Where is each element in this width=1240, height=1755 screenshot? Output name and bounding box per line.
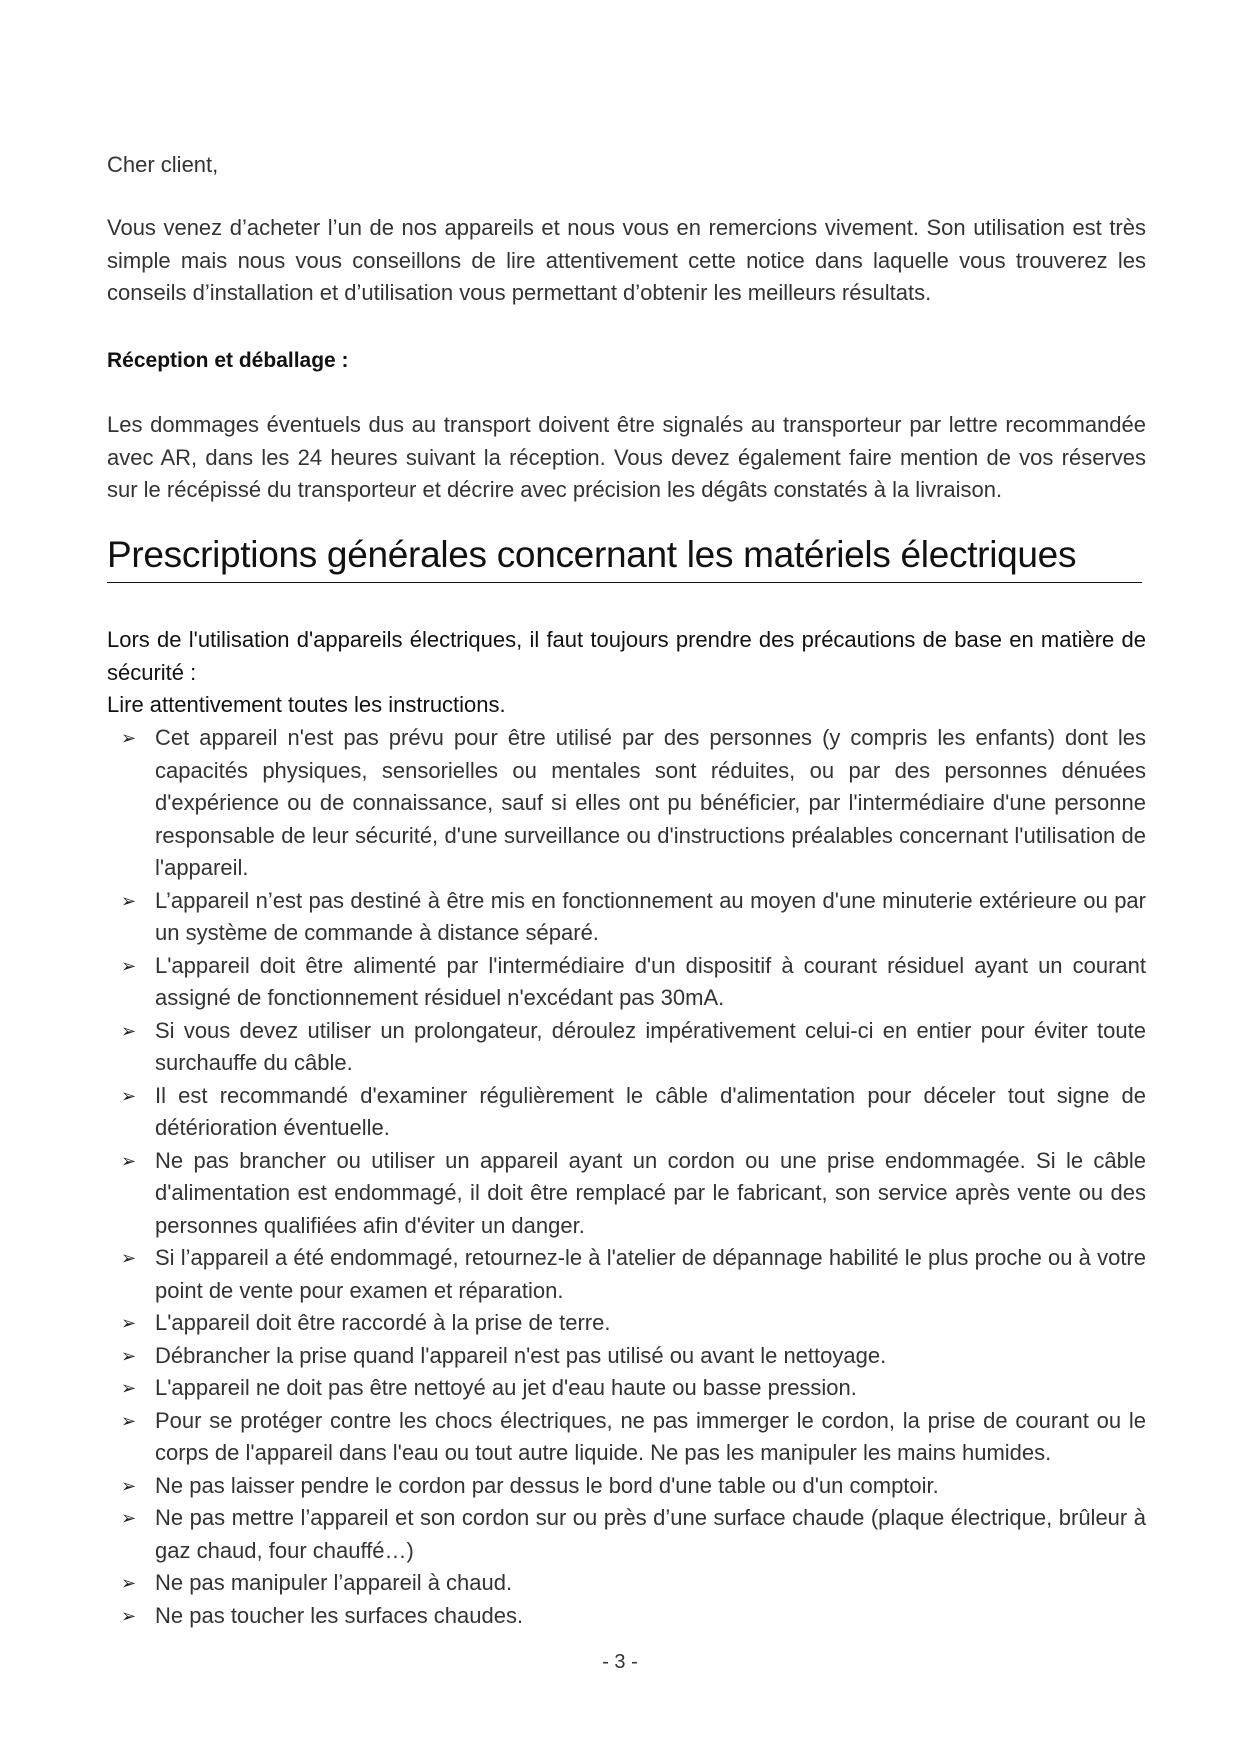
safety-bullet-text: Ne pas toucher les surfaces chaudes. — [155, 1602, 524, 1628]
arrow-bullet-icon: ➢ — [121, 1150, 137, 1171]
arrow-bullet-icon: ➢ — [121, 1508, 137, 1528]
safety-bullet-text: Si l’appareil a été endommagé, retournez-le à l'atelier de dépannage habilité le plus proche ou à votre point de vente pour examen et réparation. — [155, 1245, 1146, 1303]
safety-bullet-item — [107, 1015, 1146, 1080]
safety-bullet-text: Pour se protéger contre les chocs électriques, ne pas immerger le cordon, la prise de courant ou le corps de l'appareil dans l'eau ou tout autre liquide. Ne pas les manipuler les mains humides. — [155, 1407, 1146, 1465]
reception-heading: Réception et déballage : — [107, 349, 349, 372]
safety-bullet-text: L'appareil ne doit pas être nettoyé au jet d'eau haute ou basse pression. — [155, 1375, 857, 1400]
safety-bullet-item — [107, 1145, 1146, 1243]
reception-paragraph: Les dommages éventuels dus au transport doivent être signalés au transporteur par lettre recommandée avec AR, dans les 24 heures suivant la réception. Vous devez également faire mention de vos réserves sur le récépissé du transporteur et décrire avec précision les dégâts constatés à la livraison. — [107, 412, 1146, 502]
arrow-bullet-icon: ➢ — [121, 1605, 137, 1626]
safety-bullet-text: Cet appareil n'est pas prévu pour être utilisé par des personnes (y compris les enfants) dont les capacités physiques, sensorielles ou mentales sont réduites, ou par des personnes dénuées d'expérience ou de connaissance, sauf si elles ont pu bénéficier, par l'intermédiaire d'une personne responsable de leur sécurité, d'une surveillance ou d'instructions préalables concernant l'utilisation de l'appareil. — [155, 725, 1146, 880]
prescriptions-heading: Prescriptions générales concernant les matériels électriques — [107, 530, 1142, 583]
arrow-bullet-icon: ➢ — [121, 728, 137, 748]
safety-bullet-item — [107, 1372, 1146, 1405]
safety-bullet-item — [107, 950, 1146, 1015]
arrow-bullet-icon: ➢ — [121, 1248, 137, 1268]
safety-bullet-text: L’appareil n’est pas destiné à être mis en fonctionnement au moyen d'une minuterie extérieure ou par un système de commande à distance séparé. — [155, 887, 1146, 945]
safety-bullet-text: L'appareil doit être raccordé à la prise de terre. — [155, 1310, 611, 1335]
arrow-bullet-icon: ➢ — [121, 1345, 137, 1366]
safety-bullet-text: Si vous devez utiliser un prolongateur, déroulez impérativement celui-ci en entier pour éviter toute surchauffe du câble. — [155, 1017, 1146, 1075]
safety-bullet-text: L'appareil doit être alimenté par l'intermédiaire d'un dispositif à courant résiduel ayant un courant assigné de fonctionnement résiduel n'excédant pas 30mA. — [155, 952, 1146, 1010]
arrow-bullet-icon: ➢ — [121, 1475, 137, 1496]
arrow-bullet-icon: ➢ — [121, 1020, 137, 1041]
arrow-bullet-icon: ➢ — [121, 1085, 137, 1106]
arrow-bullet-icon: ➢ — [121, 955, 137, 976]
safety-bullet-text: Ne pas manipuler l’appareil à chaud. — [155, 1570, 513, 1595]
arrow-bullet-icon: ➢ — [121, 1313, 137, 1333]
safety-bullet-list — [107, 722, 1146, 1632]
safety-bullet-text: Ne pas brancher ou utiliser un appareil ayant un cordon ou une prise endommagée. Si le câble d'alimentation est endommagé, il doit être remplacé par le fabricant, son service après vente ou des personnes qualifiées afin d'éviter un danger. — [155, 1147, 1146, 1238]
arrow-bullet-icon: ➢ — [121, 1378, 137, 1398]
safety-bullet-item — [107, 1405, 1146, 1470]
safety-bullet-text: Débrancher la prise quand l'appareil n'est pas utilisé ou avant le nettoyage. — [155, 1342, 887, 1368]
safety-bullet-item — [107, 1600, 1146, 1633]
safety-bullet-text: Ne pas laisser pendre le cordon par dessus le bord d'une table ou d'un comptoir. — [155, 1472, 939, 1498]
read-instructions-line: Lire attentivement toutes les instructions. — [107, 692, 506, 717]
safety-bullet-item — [107, 1502, 1146, 1567]
intro-paragraph: Vous venez d’acheter l’un de nos appareils et nous vous en remercions vivement. Son utilisation est très simple mais nous vous conseillons de lire attentivement cette notice dans laquelle vous trouverez les conseils d’installation et d’utilisation vous permettant d’obtenir les meilleurs résultats. — [107, 215, 1146, 305]
safety-bullet-item — [107, 885, 1146, 950]
safety-bullet-item — [107, 1567, 1146, 1600]
safety-intro: Lors de l'utilisation d'appareils électriques, il faut toujours prendre des précautions de base en matière de sécurité : — [107, 627, 1146, 685]
safety-bullet-item — [107, 1307, 1146, 1340]
safety-bullet-text: Il est recommandé d'examiner régulièrement le câble d'alimentation pour déceler tout signe de détérioration éventuelle. — [155, 1082, 1146, 1140]
safety-bullet-item — [107, 1470, 1146, 1503]
safety-bullet-text: Ne pas mettre l’appareil et son cordon sur ou près d’une surface chaude (plaque électrique, brûleur à gaz chaud, four chauffé…) — [155, 1505, 1146, 1563]
page-number: - 3 - — [602, 1651, 638, 1673]
safety-bullet-item — [107, 1242, 1146, 1307]
safety-bullet-item — [107, 1340, 1146, 1373]
arrow-bullet-icon: ➢ — [121, 1573, 137, 1593]
salutation: Cher client, — [107, 152, 219, 177]
safety-bullet-item — [107, 722, 1146, 885]
arrow-bullet-icon: ➢ — [121, 1410, 137, 1431]
safety-bullet-item — [107, 1080, 1146, 1145]
arrow-bullet-icon: ➢ — [121, 890, 137, 911]
